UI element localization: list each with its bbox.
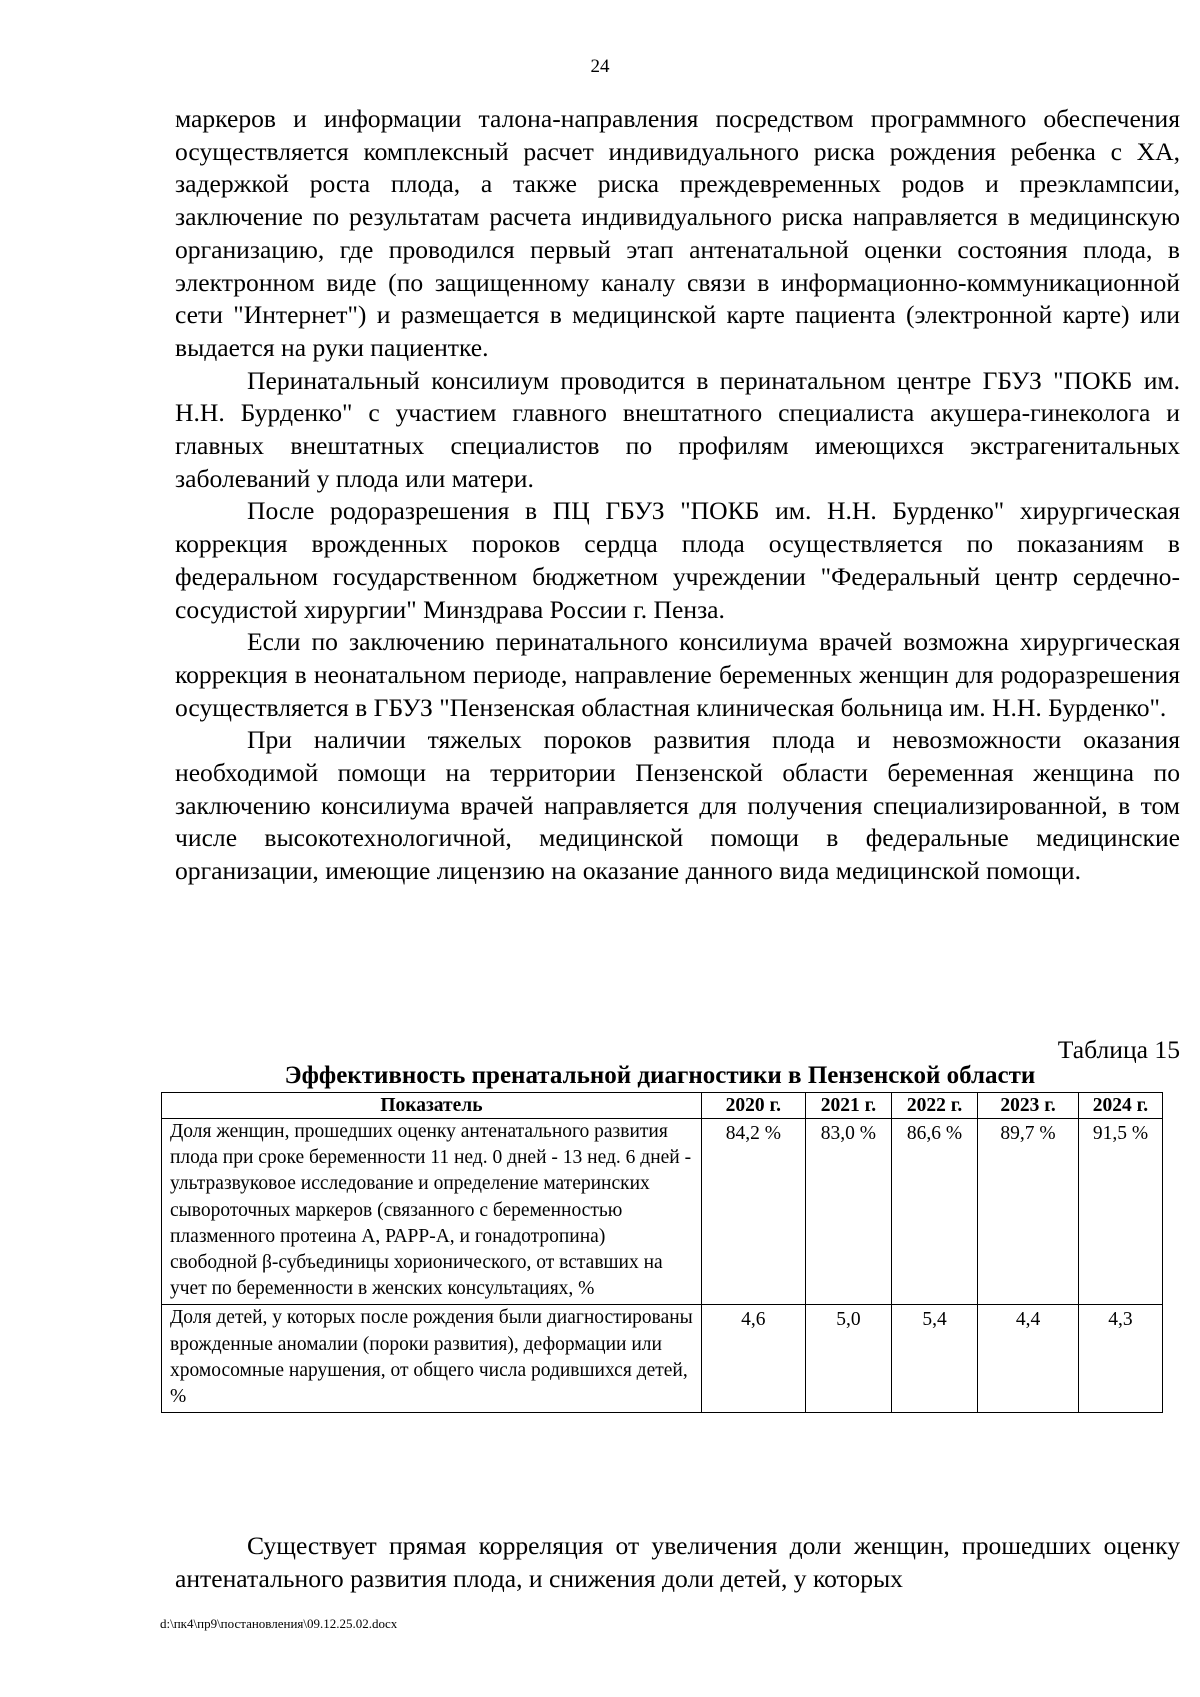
body-text (175, 103, 1180, 888)
paragraph: маркеров и информации талона-направления посредством программного обеспечения осуществляется комплексный расчет индивидуального риска рождения ребенка с ХА, задержкой роста плода, а также риска преждевременных родов и преэклампсии, заключение по результатам расчета индивидуального риска направляется в медицинскую организацию, где проводился первый этап антенатальной оценки состояния плода, в электронном виде (по защищенному каналу связи в информационно-коммуникационной сети "Интернет") и размещается в медицинской карте пациента (электронной карте) или выдается на руки пациентке. (175, 104, 1180, 362)
page-number: 24 (590, 56, 610, 77)
file-path-footer: d:\пк4\пр9\постановления\09.12.25.02.docx (160, 1616, 398, 1631)
paragraph: Перинатальный консилиум проводится в перинатальном центре ГБУЗ "ПОКБ им. Н.Н. Бурденко" с участием главного внештатного специалиста акушера-гинеколога и главных внештатных специалистов по профилям имеющихся экстрагенитальных заболеваний у плода или матери. (175, 365, 1180, 493)
column-header: 2021 г. (805, 1093, 891, 1119)
column-header: 2020 г. (701, 1093, 805, 1119)
value-cell: 84,2 % (701, 1119, 805, 1305)
value-cell: 91,5 % (1078, 1119, 1162, 1305)
column-header: Показатель (162, 1093, 702, 1119)
paragraph: После родоразрешения в ПЦ ГБУЗ "ПОКБ им. Н.Н. Бурденко" хирургическая коррекция врожденных пороков сердца плода осуществляется по показаниям в федеральном государственном бюджетном учреждении "Федеральный центр сердечно-сосудистой хирургии" Минздрава России г. Пенза. (175, 496, 1180, 624)
value-cell: 83,0 % (805, 1119, 891, 1305)
column-header: 2022 г. (891, 1093, 977, 1119)
value-cell: 4,6 (701, 1305, 805, 1413)
value-cell: 5,4 (891, 1305, 977, 1413)
value-cell: 86,6 % (891, 1119, 977, 1305)
paragraph: Существует прямая корреляция от увеличения доли женщин, прошедших оценку антенатального развития плода, и снижения доли детей, у которых (175, 1531, 1180, 1593)
closing-text (175, 1530, 1180, 1595)
table-caption: Таблица 15 (1057, 1035, 1180, 1064)
value-cell: 89,7 % (978, 1119, 1079, 1305)
column-header: 2024 г. (1078, 1093, 1162, 1119)
table-row (162, 1305, 1163, 1413)
column-header: 2023 г. (978, 1093, 1079, 1119)
table-title: Эффективность пренатальной диагностики в Пензенской области (284, 1062, 1036, 1089)
value-cell: 4,4 (978, 1305, 1079, 1413)
indicator-cell: Доля детей, у которых после рождения были диагностированы врожденные аномалии (пороки развития), деформации или хромосомные нарушения, от общего числа родившихся детей, % (162, 1305, 702, 1413)
table-row (162, 1119, 1163, 1305)
paragraph: Если по заключению перинатального консилиума врачей возможна хирургическая коррекция в неонатальном периоде, направление беременных женщин для родоразрешения осуществляется в ГБУЗ "Пензенская областная клиническая больница им. Н.Н. Бурденко". (175, 627, 1180, 722)
indicator-cell: Доля женщин, прошедших оценку антенатального развития плода при сроке беременности 11 нед. 0 дней - 13 нед. 6 дней - ультразвуковое исследование и определение материнских сывороточных маркеров (связанного с беременностью плазменного протеина А, РАРР-А, и гонадотропина) свободной β-субъединицы хорионического, от вставших на учет по беременности в женских консультациях, % (162, 1119, 702, 1305)
value-cell: 5,0 (805, 1305, 891, 1413)
prenatal-diagnostics-table (161, 1092, 1163, 1413)
paragraph: При наличии тяжелых пороков развития плода и невозможности оказания необходимой помощи на территории Пензенской области беременная женщина по заключению консилиума врачей направляется для получения специализированной, в том числе высокотехнологичной, медицинской помощи в федеральные медицинские организации, имеющие лицензию на оказание данного вида медицинской помощи. (175, 725, 1180, 886)
value-cell: 4,3 (1078, 1305, 1162, 1413)
table-header-row (162, 1093, 1163, 1119)
